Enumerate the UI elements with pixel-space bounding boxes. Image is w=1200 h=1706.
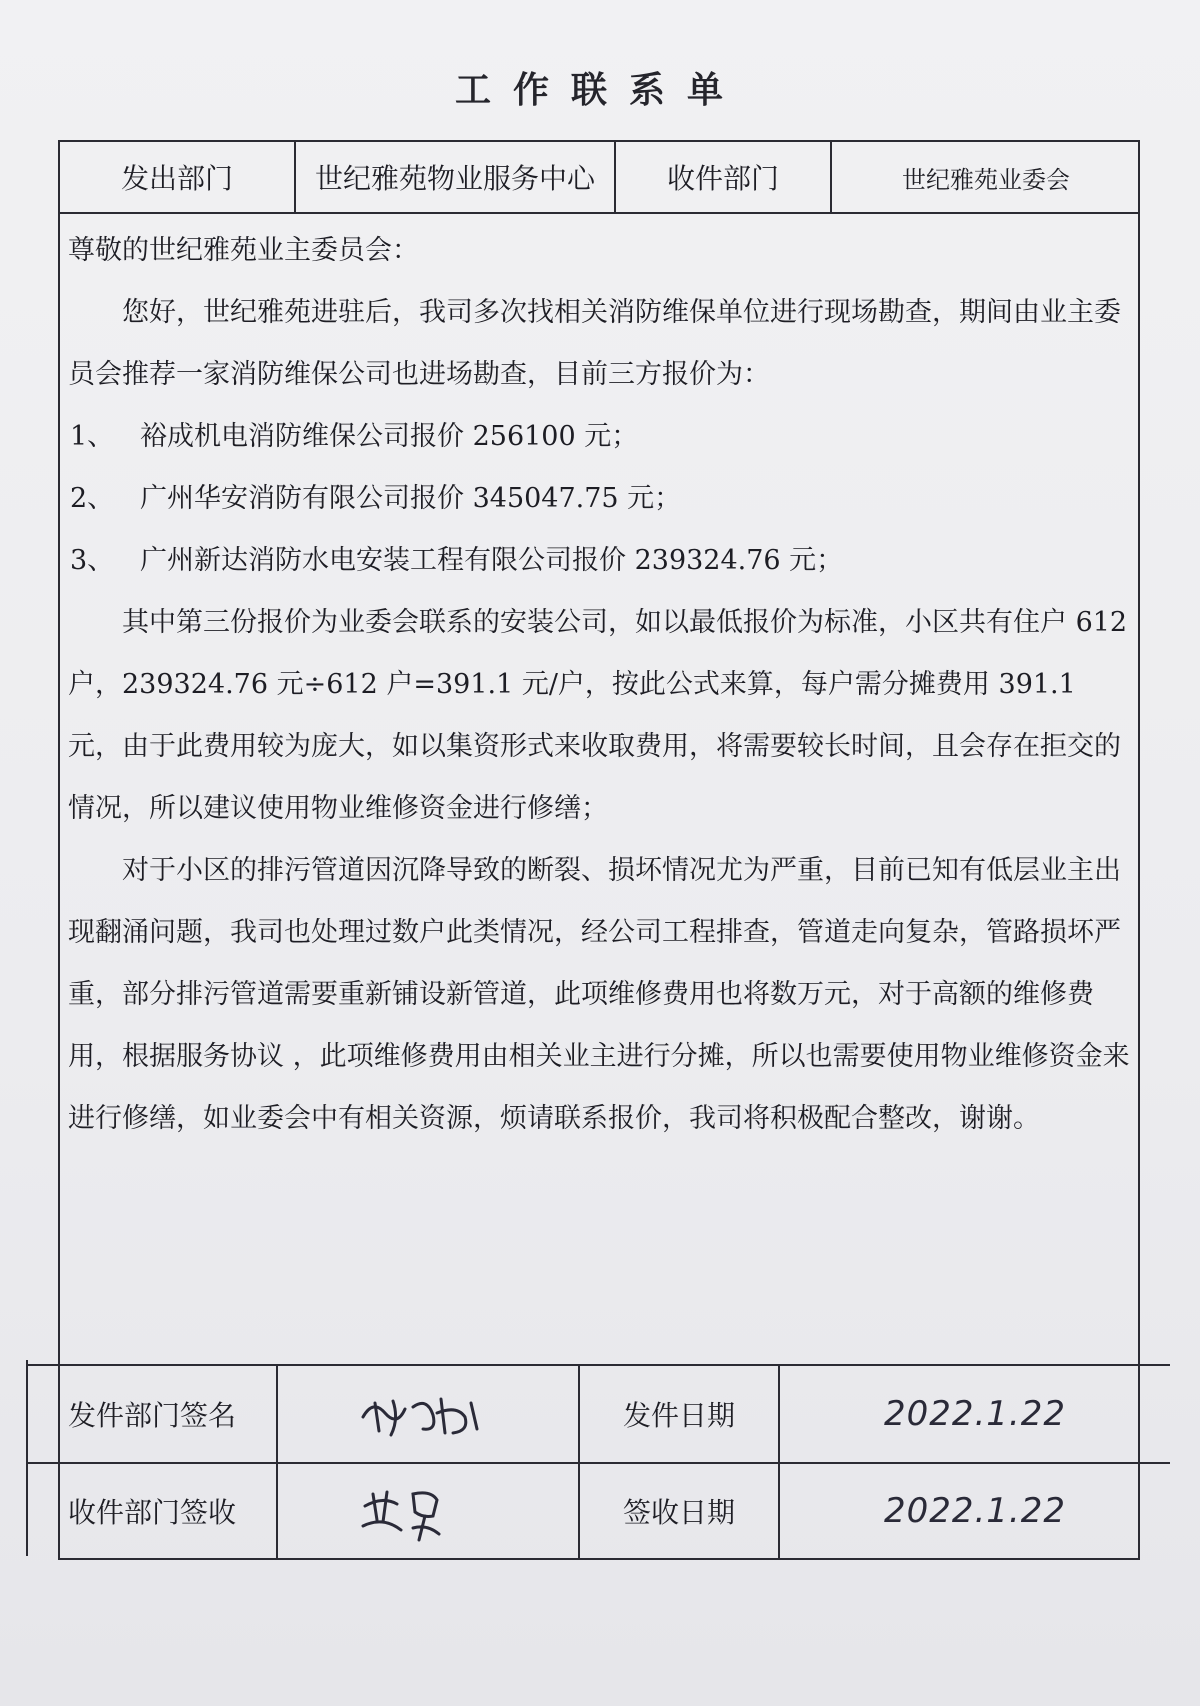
paragraph-sewage: 对于小区的排污管道因沉降导致的断裂、损坏情况尤为严重，目前已知有低层业主出现翻涌问题，我司也处理过数户此类情况，经公司工程排查，管道走向复杂，管路损坏严重，部分排污管道需要重新铺设新管道，此项维修费用也将数万元，对于高额的维修费用，根据服务协议 ，此项维修费用由相关业主进行分摊，所以也需要使用物业维修资金来进行修缮，如业委会中有相关资源，烦请联系报价，我司将积极配合整改，谢谢。: [68, 855, 1130, 1134]
header-row: [60, 142, 1138, 214]
page-title: 工作联系单: [454, 69, 745, 111]
receiver-sign-row: [28, 1462, 1170, 1560]
quote-text: 广州新达消防水电安装工程有限公司报价 239324.76 元；: [140, 545, 844, 576]
receive-date-label: 签收日期: [580, 1462, 780, 1560]
quote-item: [68, 406, 1134, 468]
contact-form: [58, 140, 1140, 1560]
receiver-sign-label: 收件部门签收: [28, 1462, 278, 1560]
paragraph-intro: 您好，世纪雅苑进驻后，我司多次找相关消防维保单位进行现场勘查，期间由业主委员会推荐一家消防维保公司也进场勘查，目前三方报价为：: [68, 297, 1121, 390]
quote-item: [68, 468, 1134, 530]
quote-text: 裕成机电消防维保公司报价 256100 元；: [140, 421, 639, 452]
signature-table: [28, 1364, 1170, 1560]
sender-dept-value: 世纪雅苑物业服务中心: [296, 142, 616, 212]
paragraph-cost-split: 其中第三份报价为业委会联系的安装公司，如以最低报价为标准，小区共有住户 612 户，239324.76 元÷612 户=391.1 元/户，按此公式来算，每户需分摊费用 391.1 元，由于此费用较为庞大，如以集资形式来收取费用，将需要较长时间，且会存在拒交的情况，所以建议使用物业维修资金进行修缮；: [68, 607, 1128, 824]
quote-number: 3、: [70, 545, 115, 576]
handwritten-signature-receiver: [353, 1476, 503, 1546]
quote-number: 2、: [70, 483, 115, 514]
send-date-label: 发件日期: [580, 1366, 780, 1462]
quote-item: [68, 530, 1134, 592]
sender-dept-label: 发出部门: [60, 142, 296, 212]
sender-signature: [278, 1366, 580, 1462]
send-date-value: 2022.1.22: [883, 1394, 1067, 1434]
sender-sign-row: [28, 1366, 1170, 1464]
receive-date-value: 2022.1.22: [883, 1491, 1067, 1531]
letter-body: [60, 214, 1138, 1504]
table-border-left: [26, 1360, 28, 1556]
handwritten-signature-sender: [353, 1379, 503, 1449]
quote-text: 广州华安消防有限公司报价 345047.75 元；: [140, 483, 682, 514]
salutation: 尊敬的世纪雅苑业主委员会：: [68, 235, 419, 266]
receiver-signature: [278, 1462, 580, 1560]
receiver-dept-value: 世纪雅苑业委会: [902, 165, 1070, 194]
receiver-dept-label: 收件部门: [616, 142, 832, 212]
quote-number: 1、: [70, 421, 115, 452]
sender-sign-label: 发件部门签名: [28, 1366, 278, 1462]
